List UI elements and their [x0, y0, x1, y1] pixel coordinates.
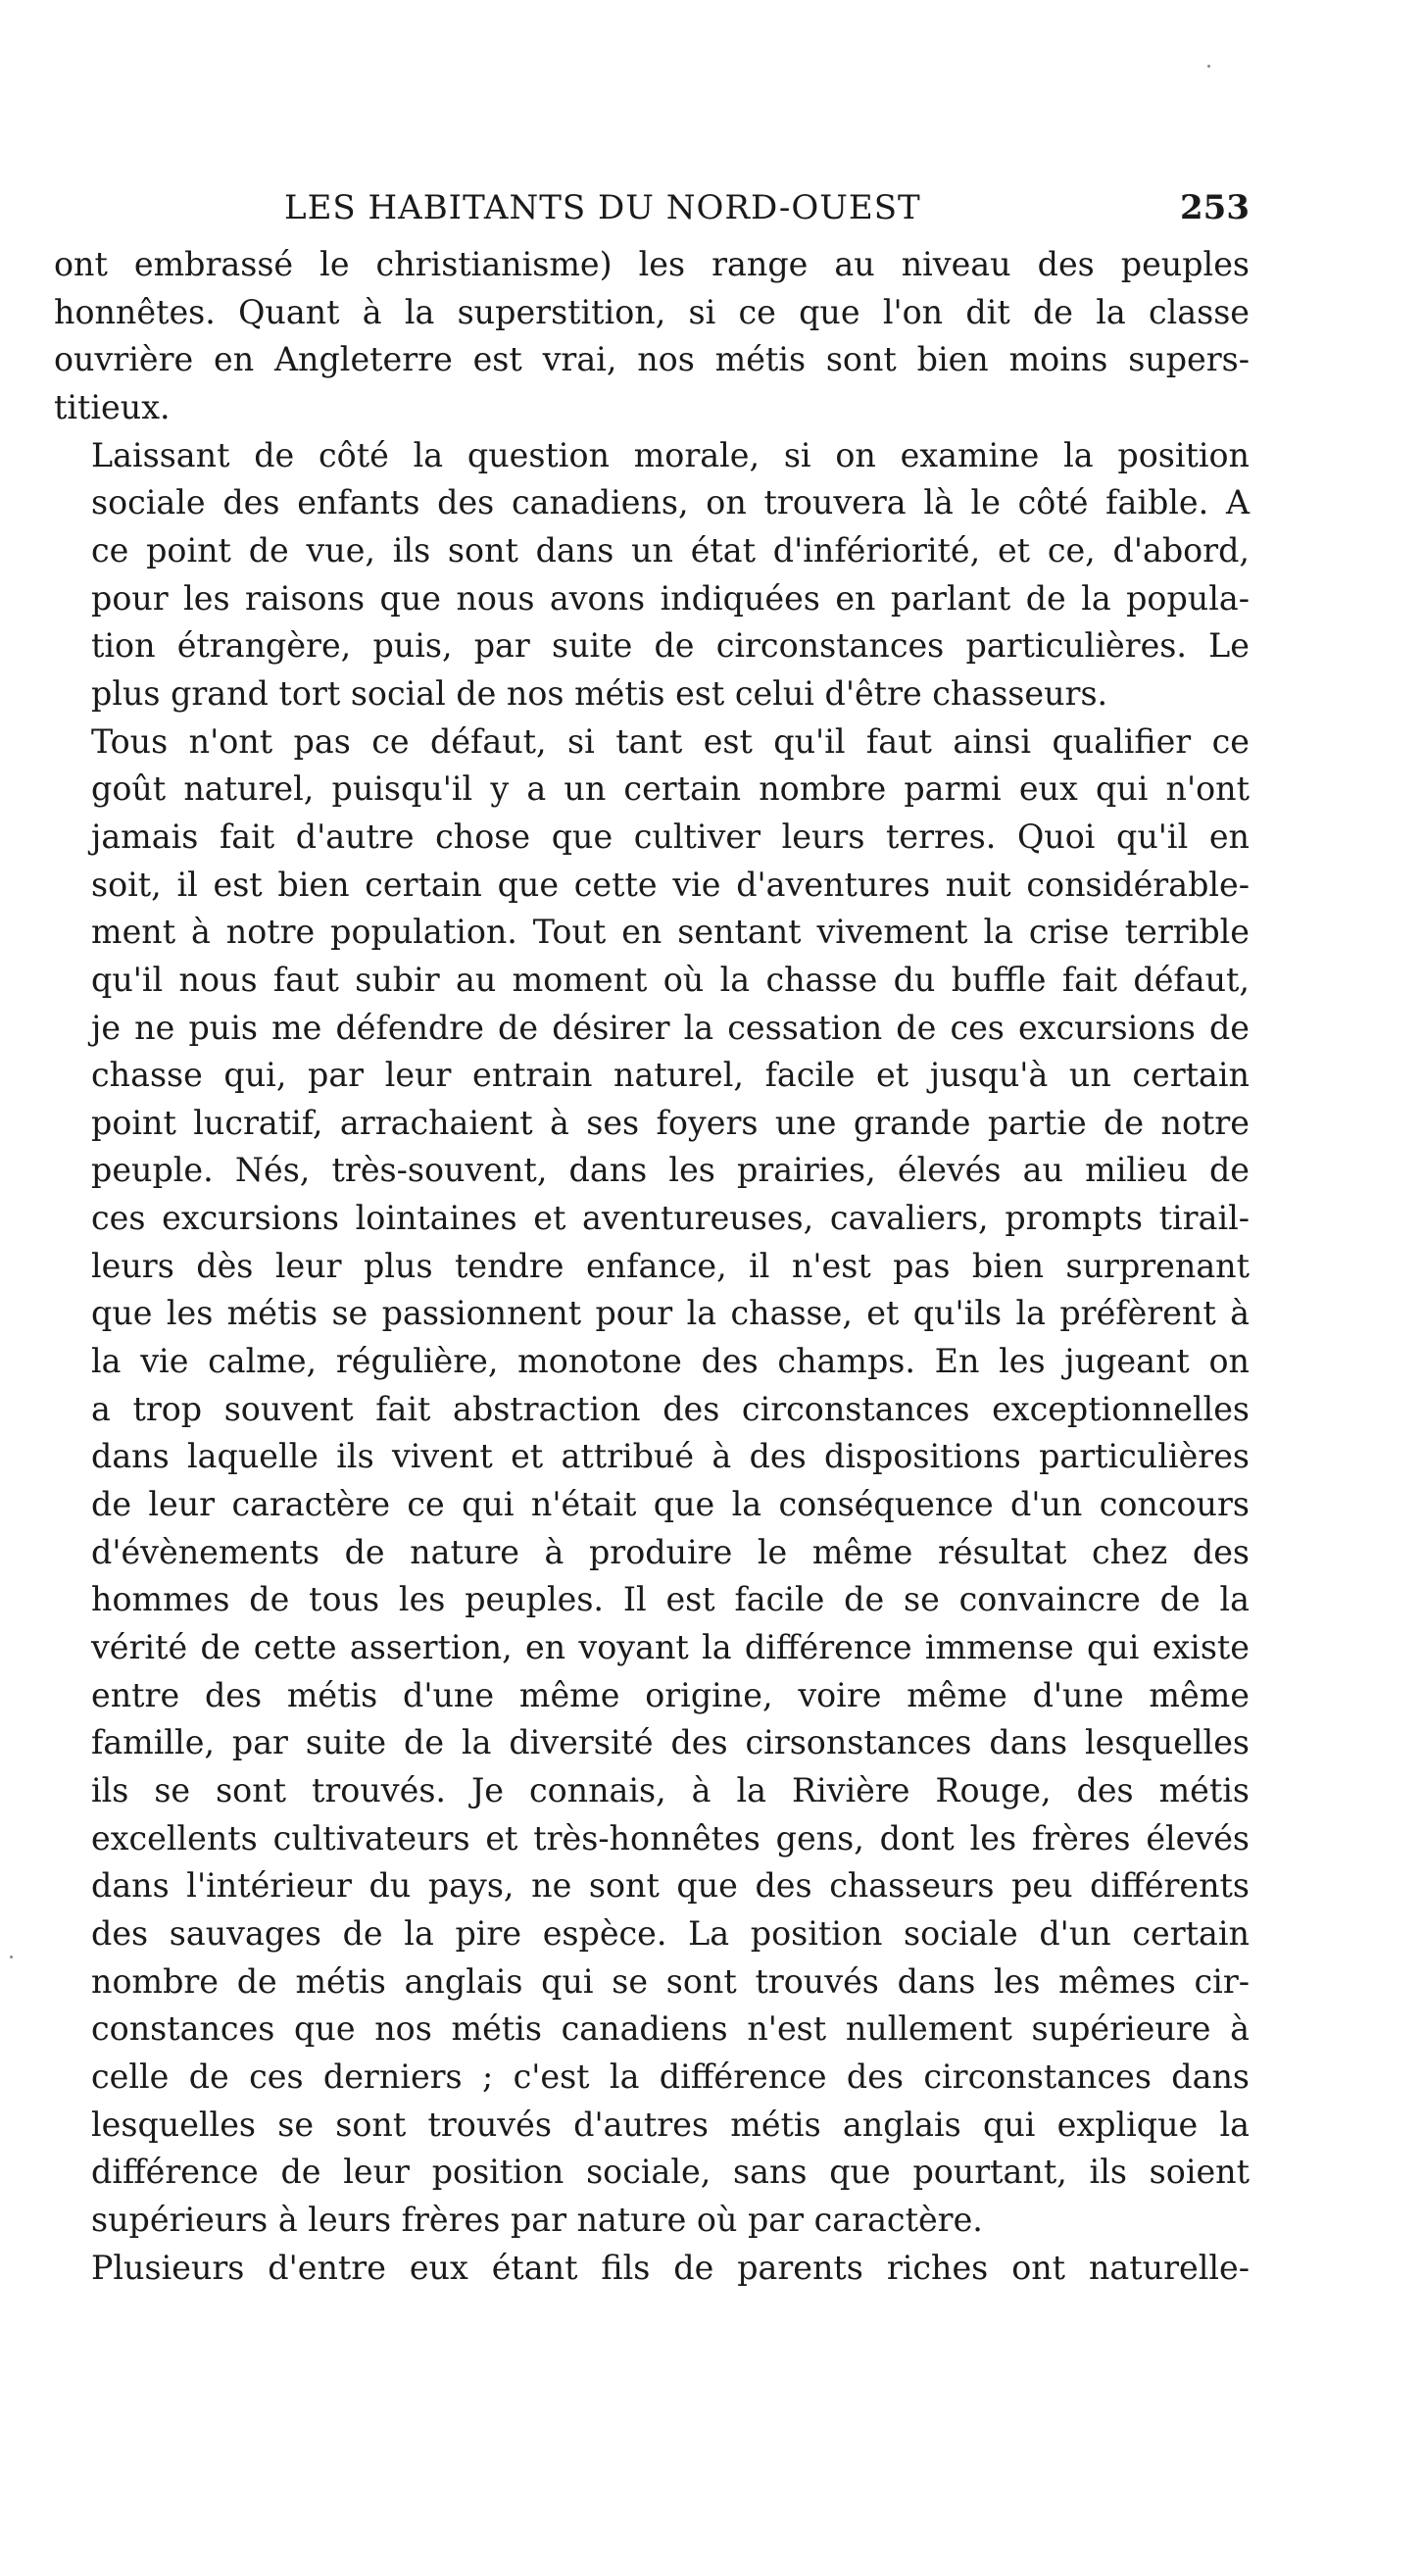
text-line: ont embrassé le christianisme) les range au niveau des peuples [54, 245, 1250, 283]
text-line: ce point de vue, ils sont dans un état d'infériorité, et ce, d'abord, [91, 530, 1250, 570]
text-line: ouvrière en Angleterre est vrai, nos métis sont bien moins supers- [54, 340, 1250, 379]
text-line: hommes de tous les peuples. Il est facile de se convaincre de la [91, 1580, 1250, 1619]
text-line: ils se sont trouvés. Je connais, à la Rivière Rouge, des métis [91, 1771, 1250, 1809]
text-line: a trop souvent fait abstraction des circonstances exceptionnelles [91, 1389, 1250, 1428]
text-line: dans l'intérieur du pays, ne sont que des chasseurs peu différents [91, 1866, 1250, 1906]
text-line: lesquelles se sont trouvés d'autres métis anglais qui explique la [91, 2105, 1250, 2144]
text-line: différence de leur position sociale, sans que pourtant, ils soient [91, 2153, 1250, 2192]
text-line: qu'il nous faut subir au moment où la chasse du buffle fait défaut, [91, 960, 1250, 999]
body-text [54, 241, 1250, 2292]
text-line: Plusieurs d'entre eux étant fils de parents riches ont naturelle- [91, 2248, 1250, 2287]
text-line: leurs dès leur plus tendre enfance, il n'est pas bien surprenant [91, 1246, 1250, 1285]
text-line: sociale des enfants des canadiens, on trouvera là le côté faible. A [91, 483, 1250, 522]
text-line: je ne puis me défendre de désirer la cessation de ces excursions de [91, 1008, 1250, 1047]
text-line: celle de ces derniers ; c'est la différence des circonstances dans [91, 2056, 1250, 2096]
running-title: LES HABITANTS DU NORD-OUEST [284, 188, 921, 227]
text-line: Laissant de côté la question morale, si on examine la position [91, 435, 1250, 474]
text-line: ces excursions lointaines et aventureuses, cavaliers, prompts tirail- [91, 1199, 1250, 1238]
text-line: la vie calme, régulière, monotone des champs. En les jugeant on [91, 1342, 1250, 1381]
text-line: ment à notre population. Tout en sentant vivement la crise terrible [91, 913, 1250, 952]
text-line: entre des métis d'une même origine, voire même d'une même [91, 1675, 1250, 1714]
text-line: tion étrangère, puis, par suite de circonstances particulières. Le [91, 626, 1250, 666]
text-line: nombre de métis anglais qui se sont trouvés dans les mêmes cir- [91, 1961, 1250, 2001]
text-line: excellents cultivateurs et très-honnêtes gens, dont les frères élevés [91, 1818, 1250, 1858]
paragraph [54, 718, 1250, 2245]
text-line: titieux. [54, 387, 171, 426]
text-line: soit, il est bien certain que cette vie d'aventures nuit considérable- [91, 865, 1250, 904]
text-line: point lucratif, arrachaient à ses foyers une grande partie de notre [91, 1103, 1250, 1142]
text-line: peuple. Nés, très-souvent, dans les prairies, élevés au milieu de [91, 1151, 1250, 1190]
paragraph [54, 241, 1250, 432]
text-line: d'évènements de nature à produire le même résultat chez des [91, 1532, 1250, 1571]
text-line: des sauvages de la pire espèce. La position sociale d'un certain [91, 1913, 1250, 1953]
text-line: Tous n'ont pas ce défaut, si tant est qu'il faut ainsi qualifier ce [91, 721, 1250, 761]
text-line: vérité de cette assertion, en voyant la différence immense qui existe [91, 1628, 1250, 1667]
page-number: 253 [1180, 188, 1250, 227]
text-line: dans laquelle ils vivent et attribué à des dispositions particulières [91, 1437, 1250, 1476]
book-page [54, 176, 1250, 2292]
running-head [54, 176, 1250, 235]
text-line: honnêtes. Quant à la superstition, si ce que l'on dit de la classe [54, 292, 1250, 331]
text-line: supérieurs à leurs frères par nature où par caractère. [91, 2200, 983, 2239]
scan-speck [1207, 65, 1210, 68]
text-line: jamais fait d'autre chose que cultiver leurs terres. Quoi qu'il en [91, 817, 1250, 856]
text-line: que les métis se passionnent pour la chasse, et qu'ils la préfèrent à [91, 1294, 1250, 1333]
text-line: plus grand tort social de nos métis est celui d'être chasseurs. [91, 673, 1108, 713]
text-line: pour les raisons que nous avons indiquées en parlant de la popula- [91, 578, 1250, 618]
paragraph [54, 432, 1250, 718]
text-line: constances que nos métis canadiens n'est nullement supérieure à [91, 2009, 1250, 2049]
text-line: goût naturel, puisqu'il y a un certain nombre parmi eux qui n'ont [91, 769, 1250, 809]
text-line: chasse qui, par leur entrain naturel, facile et jusqu'à un certain [91, 1056, 1250, 1095]
text-line: famille, par suite de la diversité des cirsonstances dans lesquelles [91, 1723, 1250, 1762]
text-line: de leur caractère ce qui n'était que la conséquence d'un concours [91, 1485, 1250, 1524]
paragraph [54, 2245, 1250, 2293]
scan-speck [10, 1956, 13, 1958]
